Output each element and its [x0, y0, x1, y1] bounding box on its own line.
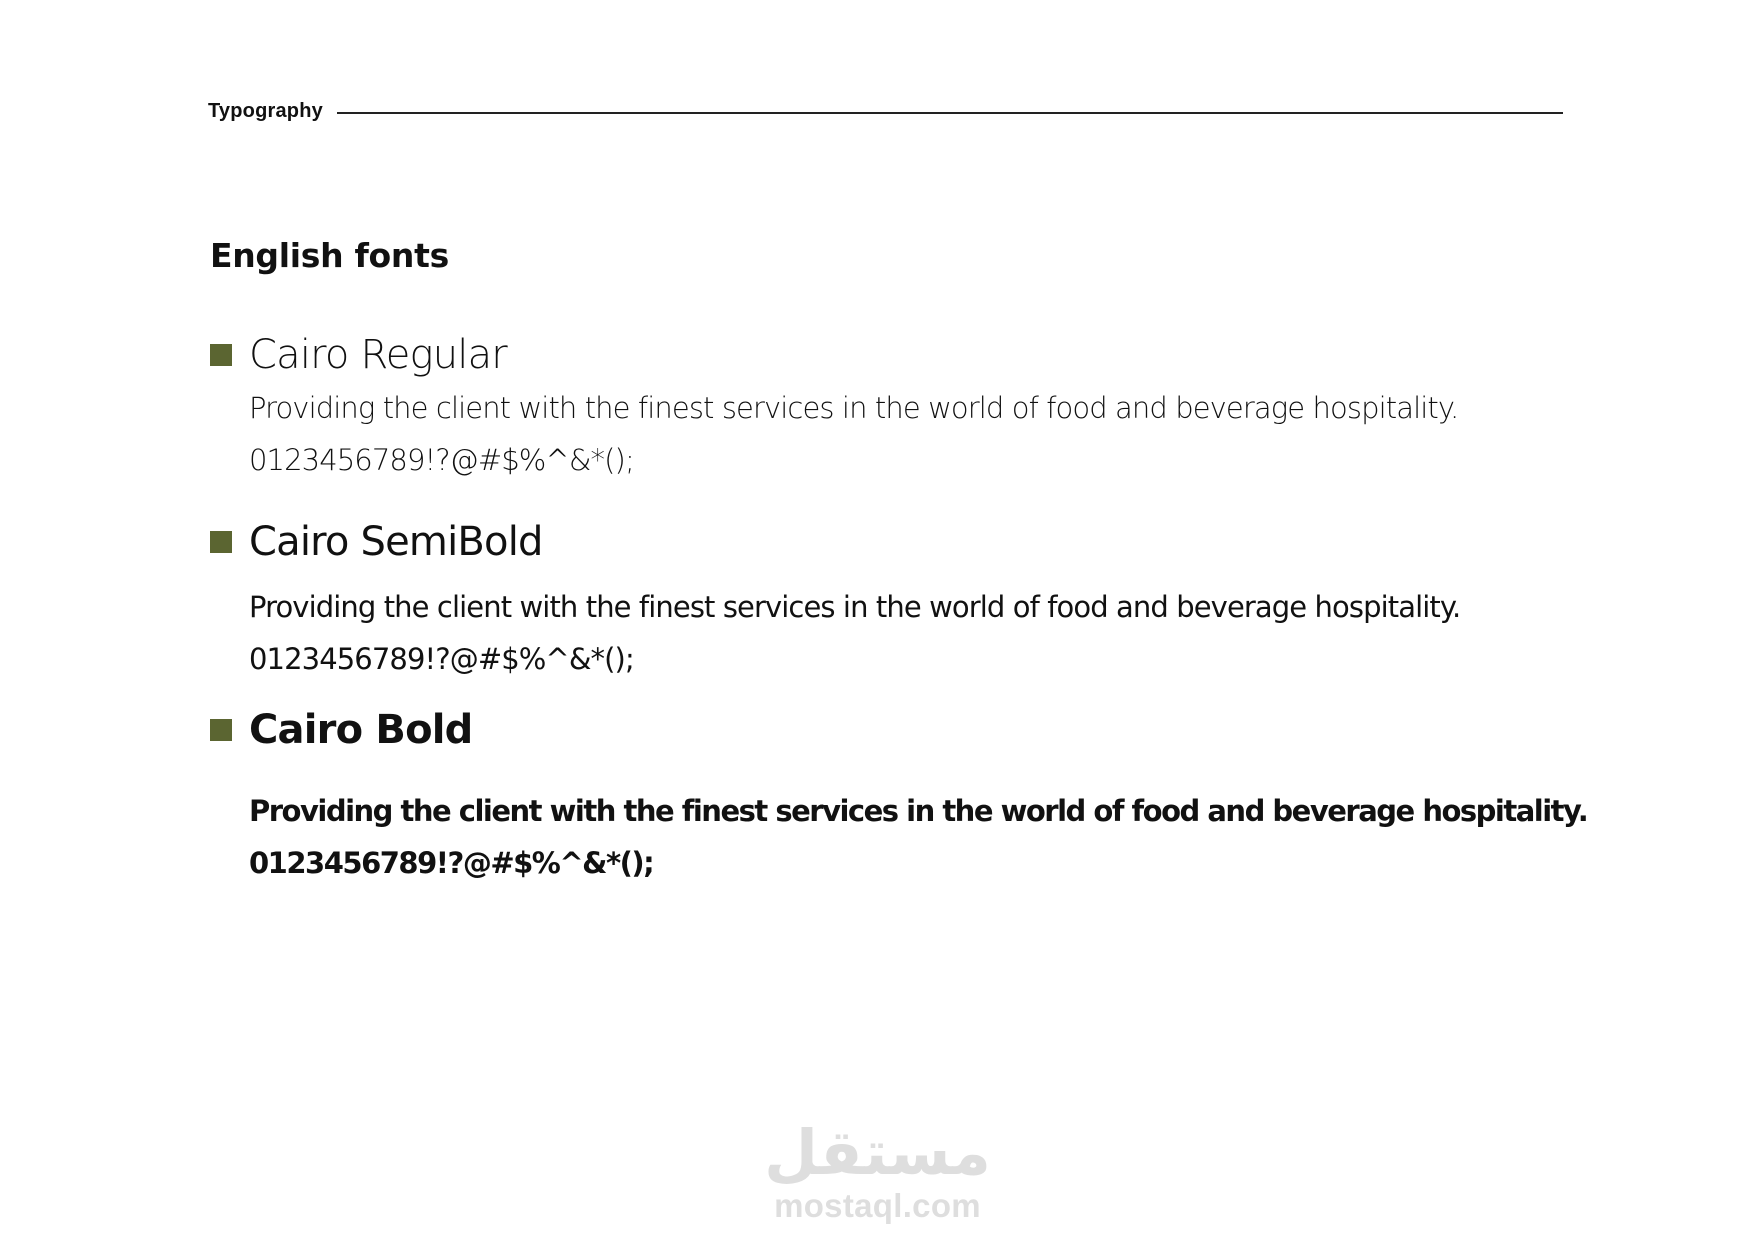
font-name: Cairo SemiBold	[249, 519, 543, 565]
sample-sentence: Providing the client with the finest services in the world of food and beverage hospitality.	[249, 391, 1459, 425]
header-title: Typography	[208, 99, 323, 122]
font-name-row	[210, 517, 1570, 567]
watermark-url: mostaql.com	[774, 1187, 981, 1224]
page-header	[208, 96, 1563, 126]
font-specimen-semibold	[210, 517, 1570, 685]
mostaql-watermark	[755, 1118, 1000, 1224]
square-bullet-icon	[210, 344, 232, 366]
sample-sentence: Providing the client with the finest services in the world of food and beverage hospitality.	[249, 590, 1461, 624]
sample-characters: 0123456789!?@#$%^&*();	[249, 443, 634, 477]
font-name: Cairo Regular	[249, 332, 507, 378]
font-specimen-bold	[210, 705, 1588, 889]
section-title: English fonts	[210, 236, 449, 275]
font-name-row	[210, 705, 1570, 755]
sample-characters: 0123456789!?@#$%^&*();	[249, 642, 634, 676]
watermark-arabic-logo: مستقل	[764, 1116, 991, 1189]
square-bullet-icon	[210, 531, 232, 553]
font-name: Cairo Bold	[249, 707, 473, 753]
sample-characters: 0123456789!?@#$%^&*();	[249, 846, 654, 880]
font-specimen-regular	[210, 330, 1570, 486]
header-divider	[337, 112, 1563, 114]
sample-sentence: Providing the client with the finest services in the world of food and beverage hospitality.	[249, 794, 1588, 828]
square-bullet-icon	[210, 719, 232, 741]
font-name-row	[210, 330, 1570, 380]
